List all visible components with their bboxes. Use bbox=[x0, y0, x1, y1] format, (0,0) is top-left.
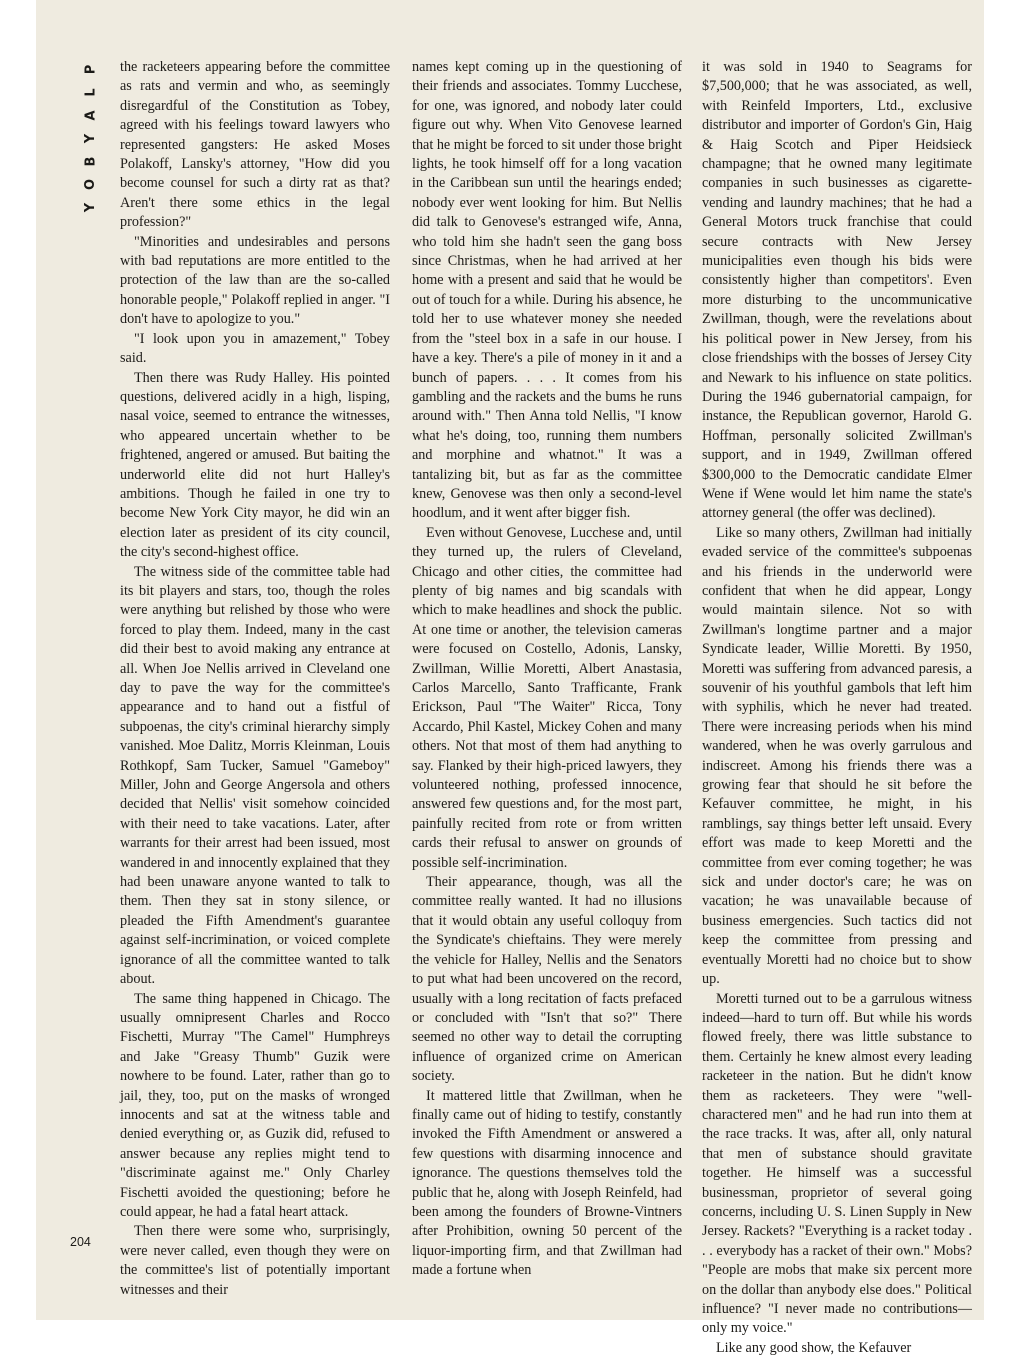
running-head-letter: B bbox=[83, 156, 99, 167]
running-head-letter: A bbox=[83, 110, 99, 121]
running-head-letter: O bbox=[83, 178, 99, 191]
paragraph: Even without Genovese, Lucchese and, until they turned up, the rulers of Cleveland, Chicago and other cities, the committee had plenty of big names and big scandals with which to make headlines and shock the public. At one time or another, the television cameras were focused on Costello, Adonis, Lansky, Zwillman, Willie Moretti, Albert Anastasia, Carlos Marcello, Santo Trafficante, Frank Erickson, Paul "The Waiter" Ricca, Tony Accardo, Phil Kastel, Mickey Cohen and many others. Not that most of them had anything to say. Flanked by their high-priced lawyers, they volunteered nothing, professed innocence, answered few questions and, for the most part, painfully recited from rote or from written cards their refusal to answer on grounds of possible self-incrimination. bbox=[412, 524, 682, 871]
paragraph: It mattered little that Zwillman, when he finally came out of hiding to testify, constantly invoked the Fifth Amendment or answered a few questions with disarming innocence and ignorance. The questions themselves told the public that he, along with Joseph Reinfeld, had been among the founders of Browne-Vintners after Prohibition, owning 50 percent of the liquor-importing firm, and that Zwillman had made a fortune when bbox=[412, 1087, 682, 1279]
paragraph: the racketeers appearing before the committee as rats and vermin and who, as seemingly disregardful of the Constitution as Tobey, agreed with his feelings toward lawyers who represented gangsters: He asked Moses Polakoff, Lansky's attorney, "How did you become counsel for such a dirty rat as that? Aren't there some ethics in the legal profession?" bbox=[120, 59, 390, 231]
running-head-playboy bbox=[78, 58, 104, 219]
paragraph: "Minorities and undesirables and persons with bad reputations are more entitled to the protection of the law than are the so-called honorable people," Polakoff replied in anger. "I don't have to apologize to you." bbox=[120, 233, 390, 328]
text-column-3 bbox=[702, 58, 972, 1356]
paragraph: it was sold in 1940 to Seagrams for $7,500,000; that he was associated, as well, with Reinfeld Importers, Ltd., exclusive distributor and importer of Gordon's Gin, Haig & Haig Scotch and Piper Heidsieck champagne; that he owned many legitimate companies in such businesses as cigarette-vending and laundry machines; that he had a General Motors truck franchise that could secure contracts with New Jersey municipalities even though his bids were consistently higher than competitors'. Even more disturbing to the uncommunicative Zwillman, though, were the revelations about his political power in New Jersey, from his close friendships with the bosses of Jersey City and Newark to his influence on state politics. During the 1946 gubernatorial campaign, for instance, the Republican governor, Harold G. Hoffman, personally solicited Zwillman's support, and in 1949, Zwillman offered $300,000 to the Democratic candidate Elmer Wene if Wene would let him name the state's attorney general (the offer was declined). bbox=[702, 59, 972, 522]
running-head-letter: P bbox=[83, 64, 99, 75]
text-column-2 bbox=[412, 58, 682, 1279]
running-head-letter: Y bbox=[83, 202, 99, 213]
paragraph: Like so many others, Zwillman had initially evaded service of the committee's subpoenas and his friends in the underworld were confident that when he did appear, Longy would maintain silence. Not so with Zwillman's longtime partner and a major Syndicate leader, Willie Moretti. By 1950, Moretti was suffering from advanced paresis, a souvenir of his youthful gambols that left him with syphilis, which he never had treated. There were increasing periods when his mind wandered, when he was overly garrulous and indiscreet. Among his friends there was a growing fear that should he sit before the Kefauver committee, he might, in his ramblings, say things better left unsaid. Every effort was made to keep Moretti and the committee from ever coming together; he was sick and under doctor's care; he was on vacation; he was unavailable because of business emergencies. Such tactics did not keep the committee from pressing and eventually Moretti had no choice but to show up. bbox=[702, 524, 972, 988]
paragraph: Like any good show, the Kefauver bbox=[716, 1339, 912, 1356]
paragraph: Then there was Rudy Halley. His pointed questions, delivered acidly in a high, lisping, nasal voice, seemed to entrance the witnesses, who appeared uncertain whether to be frightened, angered or amused. But baiting the underworld elite did not hurt Halley's ambitions. Though he failed in one try to become New York City mayor, he did win an election later as president of its city council, the city's second-highest office. bbox=[120, 369, 390, 561]
running-head-letter: Y bbox=[83, 133, 99, 144]
paragraph: The same thing happened in Chicago. The usually omnipresent Charles and Rocco Fischetti, Murray "The Camel" Humphreys and Jake "Greasy Thumb" Guzik were nowhere to be found. Later, rather than go to jail, they, too, put on the masks of wronged innocents and sat at the witness table and denied everything or, as Guzik did, refused to answer because any replies might tend to "discriminate against me." Only Charley Fischetti avoided the questioning; before he could appear, he had a fatal heart attack. bbox=[120, 990, 390, 1220]
paragraph: "I look upon you in amazement," Tobey said. bbox=[120, 330, 390, 367]
page-number: 204 bbox=[70, 1235, 91, 1249]
paragraph: Then there were some who, surprisingly, were never called, even though they were on the committee's list of potentially important witnesses and their bbox=[120, 1223, 390, 1298]
text-column-1 bbox=[120, 58, 390, 1298]
running-head-letter: L bbox=[83, 88, 99, 97]
paragraph: The witness side of the committee table had its bit players and stars, too, though the roles were anything but relished by those who were forced to play them. Indeed, many in the cast did their best to avoid making any entrance at all. When Joe Nellis arrived in Cleveland one day to pave the way for the committee's appearance and to hand out a fistful of subpoenas, the city's criminal hierarchy simply vanished. Moe Dalitz, Morris Kleinman, Louis Rothkopf, Sam Tucker, Samuel "Gameboy" Miller, John and George Angersola and others decided that Nellis' visit somehow coincided with their need to take vacations. Later, after warrants for their arrest had been issued, most wandered in and innocently explained that they had been unaware anyone wanted to talk to them. Then they sat in stony silence, or pleaded the Fifth Amendment's guarantee against self-incrimination, or voiced complete ignorance of all the committee wanted to talk about. bbox=[120, 563, 390, 988]
paragraph: Their appearance, though, was all the committee really wanted. It had no illusions that it would obtain any useful colloquy from the Syndicate's chieftains. They were merely the vehicle for Halley, Nellis and the Senators to put what had been uncovered on the record, usually with a long recitation of facts prefaced or concluded with "Isn't that so?" There seemed no other way to detail the corrupting influence of organized crime on American society. bbox=[412, 874, 682, 1085]
paragraph: Moretti turned out to be a garrulous witness indeed—hard to turn off. But while his words flowed freely, there was little substance to them. Certainly he knew almost every leading racketeer in the nation. But he didn't know them as racketeers. They were "well-charactered men" and he had run into them at the race tracks. It was, after all, only natural that men of substance should gravitate together. He himself was a successful businessman, proprietor of several going concerns, including U. S. Linen Supply in New Jersey. Rackets? "Everything is a racket today . . . everybody has a racket of their own." Mobs? "People are mobs that make six percent more on the dollar than anybody else does." Political influence? "I never made no contributions—only my voice." bbox=[702, 990, 972, 1337]
paragraph: names kept coming up in the questioning of their friends and associates. Tommy Lucchese, for one, was ignored, and nobody later could figure out why. When Vito Genovese learned that he might be forced to sit under those bright lights, he took himself off for a long vacation in the Caribbean sun until the hearings ended; nobody ever went looking for him. But Nellis did talk to Genovese's estranged wife, Anna, who told him she hadn't seen the gang boss since Christmas, when he had arrived at her home with a present and said that he would be out of touch for a while. During his absence, he told her to use whatever money she needed from the "steel box in a safe in our house. I have a key. There's a pile of money in it and a bunch of papers. . . . It comes from his gambling and the rackets and the bums he runs around with." Then Anna told Nellis, "I know what he's doing, too, running them numbers and morphine and whatnot." It was a tantalizing bit, but as far as the committee knew, Genovese was then only a second-level hoodlum, and it went after bigger fish. bbox=[412, 59, 682, 522]
magazine-page bbox=[36, 0, 984, 1356]
